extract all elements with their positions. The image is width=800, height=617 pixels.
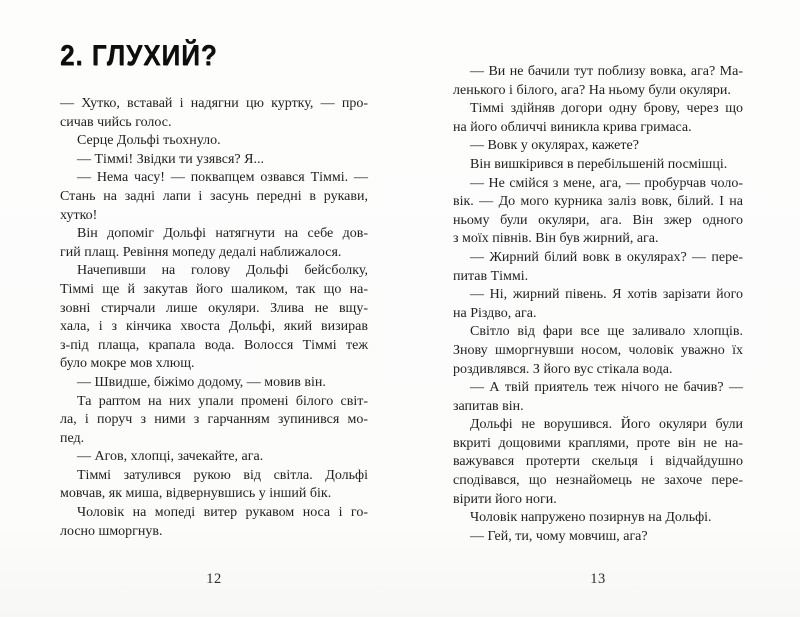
text-line: Дольфі не ворушився. Його окуляри були [470, 417, 743, 433]
text-line: Тіммі ще й закутав його шаликом, так що на- [60, 281, 368, 297]
text-line: ленького і білого, ага? На ньому були окуляри. [453, 82, 731, 98]
text-line: — Хутко, вставай і надягни цю куртку, — про- [60, 96, 368, 111]
text-line: Та раптом на них упали промені білого світ- [77, 393, 368, 409]
text-line: ла, і поруч з ними з гарчанням зупинився мо- [60, 412, 368, 428]
text-line: сподівався, що незнайомець не захоче пере- [453, 473, 743, 489]
text-line: важувався протерти скельця і відчайдушно [453, 454, 743, 470]
text-line: вкриті дощовими краплями, проте він не на- [453, 435, 743, 451]
text-line: на Різдво, ага. [453, 305, 537, 321]
text-line: гий плащ. Ревіння мопеду дедалі наближалося. [60, 244, 342, 260]
page-left [60, 0, 368, 617]
text-line: запитав він. [453, 398, 524, 414]
text-line: Серце Дольфі тьохнуло. [77, 133, 221, 149]
text-line: — Швидше, біжімо додому, — мовив він. [77, 374, 326, 390]
text-line: Він вишкірився в перебільшеній посмішці. [470, 156, 728, 172]
text-line: сичав чийсь голос. [60, 114, 172, 130]
page-number-right: 13 [590, 571, 606, 587]
text-line: Знову шморгнувши носом, чоловік уважно їх [453, 342, 743, 358]
text-line: ньому були окуляри, ага. Він зжер одного [453, 212, 743, 228]
text-line: мовчав, як миша, відвернувшись у інший бік. [60, 486, 332, 502]
text-line: з моїх півнів. Він був жирний, ага. [453, 231, 659, 247]
text-line: хутко! [60, 207, 98, 223]
text-line: — Агов, хлопці, зачекайте, ага. [77, 449, 264, 465]
page-right-text [453, 63, 743, 546]
text-line: Світло від фари все ще заливало хлопців. [470, 324, 743, 340]
text-line: Чоловік на мопеді витер рукавом носа і го- [77, 505, 368, 521]
text-line: — Тіммі! Звідки ти узявся? Я... [77, 151, 264, 167]
text-line: пед. [60, 430, 85, 446]
text-line: — Жирний білий вовк в окулярах? — пере- [470, 249, 743, 265]
text-line: зовні стирчали лише окуляри. Злива не вщу- [60, 300, 368, 316]
text-line: Чоловік напружено позирнув на Дольфі. [470, 510, 712, 526]
text-line: — Ви не бачили тут поблизу вовка, ага? Ма- [470, 64, 743, 79]
text-line: з-під плаща, крапала вода. Волосся Тіммі теж [60, 337, 368, 353]
text-line: — Нема часу! — поквапцем озвався Тіммі. — [77, 170, 368, 186]
text-line: — Вовк у окулярах, кажете? [470, 138, 639, 154]
text-line: — Гей, ти, чому мовчиш, ага? [470, 528, 648, 544]
text-line: роздивлявся. З його вус стікала вода. [453, 361, 673, 377]
text-line: — Не смійся з мене, ага, — пробурчав чоло- [470, 175, 743, 191]
text-line: на його обличчі виникла крива гримаса. [453, 119, 692, 135]
text-line: лосно шморгнув. [60, 523, 163, 539]
text-line: — А твій приятель теж нічого не бачив? — [470, 380, 743, 396]
text-line: хала, і з кінчика хвоста Дольфі, який визирав [60, 319, 368, 335]
page-right [453, 0, 743, 617]
text-line: Начепивши на голову Дольфі бейсболку, [77, 263, 368, 279]
chapter-heading: 2. ГЛУХИЙ? [60, 40, 218, 72]
text-line: питав Тіммі. [453, 268, 529, 284]
text-line: вірити його ноги. [453, 491, 557, 507]
text-line: Тіммі здійняв догори одну брову, через що [470, 101, 743, 117]
page-number-left: 12 [206, 571, 222, 587]
page-left-text [60, 95, 368, 541]
text-line: — Ні, жирний півень. Я хотів зарізати його [470, 287, 743, 303]
text-line: Стань на задні лапи і засунь передні в рукави, [60, 188, 368, 204]
text-line: було мокре мов хлющ. [60, 356, 195, 372]
text-line: Він допоміг Дольфі натягнути на себе дов- [77, 226, 368, 242]
text-line: Тіммі затулився рукою від світла. Дольфі [77, 467, 368, 483]
text-line: вік. — До мого курника заліз вовк, білий. І на [453, 194, 743, 210]
